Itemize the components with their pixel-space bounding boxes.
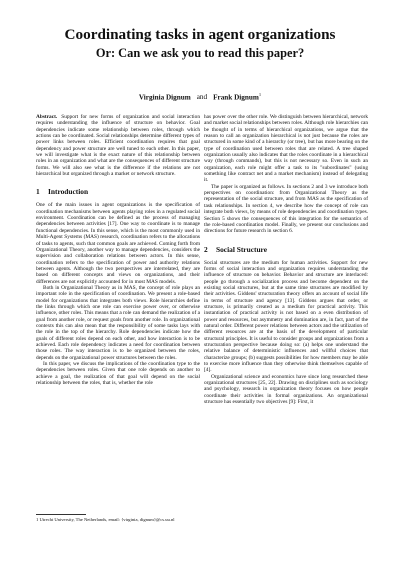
section-2-paragraph-2: Organizational science and economics have since long researched these organizational structures [25, 22]. Drawing on disciplines such as sociology and psychology, research in organization theory focuses on how people coordinate their activities in formal organizations. An organizational structure has essentially two objectives [9]: First, it bbox=[204, 373, 368, 406]
section-1-paragraph-3: In this paper, we discuss the implications of the coordination type to the dependencies between roles. Given that one role depends on another to achieve a goal, the realization of that goal will depend on the social relationship between the roles, that is, whether the role bbox=[36, 361, 200, 387]
author-1: Virginia Dignum bbox=[138, 93, 191, 102]
author-conjunction: and bbox=[196, 93, 208, 102]
section-1-number: 1 bbox=[36, 187, 40, 197]
section-2-number: 2 bbox=[204, 244, 208, 254]
section-1-paragraph-2: Both in Organizational Theory as in MAS, the concept of role plays an important role in the specification of coordination. We present a role-based model for organizations that integrates both views. Role hierarchies define the links through which one role can exercise power over, or otherwise influence, other roles. This means that a role can demand the realization of a goal from another role, or request goals from another role. In organizational contexts this can also mean that the responsibility of some tasks lays with the role in the top of the hierarchy. Role dependencies indicate how the goals of different roles depend on each other, and how interaction is to be achieved. Each role dependency indicates a need for coordination between those roles. The way interaction is to be organized between the roles, depends on the organizational power structures between the roles. bbox=[36, 284, 200, 361]
paper-subtitle: Or: Can we ask you to read this paper? bbox=[95, 46, 305, 60]
footnote-rule bbox=[36, 514, 86, 515]
abstract bbox=[36, 114, 200, 177]
section-2-heading bbox=[204, 245, 368, 254]
section-2-paragraph-1: Social structures are the medium for human activities. Support for new forms of social interaction and organization requires understanding the influence of structure on behavior. Behavior and structure are interlaced: people go through a socialization process and become dependent on the existing social structures, but at the same time structures are modified by their activities. Giddens' structuration theory offers an account of social life in terms of structure and agency [13]. Giddens argues that order, or structure, is primarily created as a medium for practical activity. This instantiation of practical activity is not based on a even distribution of power and resources, but asymmetry and domination are, in fact, part of the natural order. Different power relations between actors and the utilization of different resources are at the basis of the development of particular structural principles. It is useful to consider groups and organizations from a structuration perspective because doing so: (a) helps one understand the relative balance of deterministic influences and willful choices that characterize groups; (b) suggests possibilities for how members may be able to exercise more influence than they otherwise think themselves capable of [4]. bbox=[204, 259, 368, 374]
section-1-heading bbox=[36, 187, 200, 196]
author-2-footnote-mark: 1 bbox=[258, 92, 262, 97]
author-2: Frank Dignum bbox=[213, 93, 259, 102]
right-column bbox=[204, 114, 368, 405]
left-column bbox=[36, 114, 200, 386]
author-line bbox=[0, 90, 400, 102]
abstract-text: Support for new forms of organization and social interaction requires understanding the influence of structure on behavior. Goal dependencies indicate some relationship between roles, through which actions can be coordinated. Social relationships determine different types of power links between roles. Efficient coordination requires that goal dependency and power structure are well tuned to each other. In this paper, we will investigate what is the exact nature of this relationship between roles in an organization and what are the consequences of different structure forms. We will also see what is the difference if the relations are not hierarchical but organized through a market or network structure. bbox=[36, 114, 200, 178]
footnote: 1 Utrecht University, The Netherlands, email: {virginia, dignum}@cs.uu.nl bbox=[36, 517, 175, 522]
right-paragraph-1: has power over the other role. We distinguish between hierarchical, network and market social relationships between roles. Although role hierarchies can be thought of in terms of hierarchical organizations, we argue that the reason to call an organization hierarchical is not just because the roles are structured in some kind of a hierarchy (or tree), but has more bearing on the type of coordination used between roles that are related. A tree shaped organization usually also indicates that the roles coordinate in a hierarchical way (through commands), but this is not necessary so. Even in such an organization, each role might offer a task to its "subordinates" (using something like contract net and a market mechanism) instead of delegating it. bbox=[204, 114, 368, 184]
section-1-paragraph-1: One of the main issues in agent organizations is the specification of coordination mechanisms between agents playing roles in a regulated social environment. Coordination can be defined as the process of managing dependencies between activities [17]. One way to coordinate is to manage functional dependencies. In this sense, which is the most commonly used in Multi-Agent Systems (MAS) research, coordination refers to the allocations of tasks to agents, such that common goals are achieved. Coming forth from Organizational Theory, another way to manage dependencies, considers the supervision and collaboration relations between actors. In this sense, coordination refers to the specification of power and authority relations between agents. Although the two perspectives are interrelated, they are based on different concepts and views on organizations, and their differences are not explicitly accounted for in most MAS models. bbox=[36, 202, 200, 285]
section-2-title: Social Structure bbox=[216, 244, 267, 254]
abstract-label: Abstract. bbox=[36, 114, 58, 120]
section-1-title: Introduction bbox=[48, 187, 89, 197]
paper-title: Coordinating tasks in agent organizations bbox=[64, 26, 336, 43]
right-paragraph-2: The paper is organized as follows. In sections 2 and 3 we introduce both perspectives on coordination: from Organizational Theory as the representation of the social structure, and from MAS as the specification of task relationships. In section 4, we describe how the concept of role can integrate both views, by means of role dependencies and coordination types. Section 5 shows the consequences of this integration for the semantics of the role-based coordination model. Finally, we present our conclusions and directions for future research in section 6. bbox=[204, 183, 368, 235]
